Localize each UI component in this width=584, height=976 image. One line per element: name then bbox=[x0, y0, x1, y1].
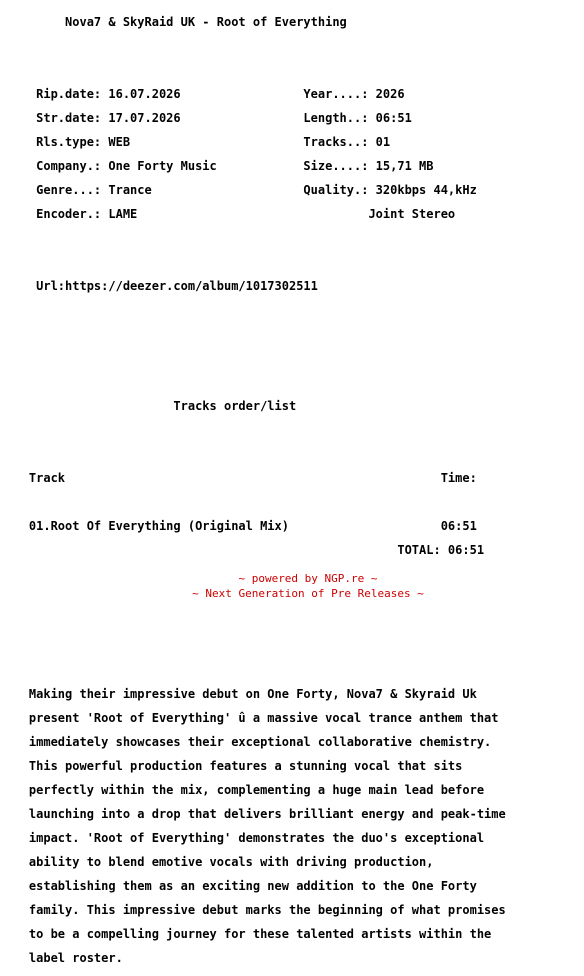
blank-line bbox=[0, 448, 506, 460]
info-company-size: Company.: One Forty Music Size....: 15,71 MB bbox=[0, 159, 434, 173]
description-line: family. This impressive debut marks the beginning of what promises bbox=[0, 903, 506, 917]
description-line: Making their impressive debut on One Forty, Nova7 & Skyraid Uk bbox=[0, 687, 477, 701]
description-line: ability to blend emotive vocals with driving production, bbox=[0, 855, 434, 869]
description-line: immediately showcases their exceptional collaborative chemistry. bbox=[0, 735, 492, 749]
info-type-tracks: Rls.type: WEB Tracks..: 01 bbox=[0, 135, 391, 149]
blank-line bbox=[0, 328, 506, 340]
blank-line bbox=[0, 664, 506, 676]
blank-line bbox=[0, 376, 506, 388]
description-line: impact. 'Root of Everything' demonstrates the duo's exceptional bbox=[0, 831, 485, 845]
blank-line bbox=[0, 616, 506, 628]
description-line: This powerful production features a stunning vocal that sits bbox=[0, 759, 463, 773]
blank-line bbox=[0, 40, 506, 52]
blank-line bbox=[0, 352, 506, 364]
footer-powered-by: ~ powered by NGP.re ~ bbox=[238, 572, 378, 585]
blank-line bbox=[0, 496, 506, 508]
tracklist-heading: Tracks order/list bbox=[0, 399, 297, 413]
track-row: 01.Root Of Everything (Original Mix) 06:51 bbox=[0, 519, 477, 533]
info-genre-quality: Genre...: Trance Quality.: 320kbps 44,kHz bbox=[0, 183, 477, 197]
footer-tagline: ~ Next Generation of Pre Releases ~ bbox=[192, 587, 424, 600]
release-url: Url:https://deezer.com/album/1017302511 bbox=[0, 279, 318, 293]
nfo-text-block bbox=[0, 16, 506, 976]
tracklist-header: Track Time: bbox=[0, 471, 477, 485]
blank-line bbox=[0, 424, 506, 436]
blank-line bbox=[0, 232, 506, 244]
description-line: to be a compelling journey for these talented artists within the bbox=[0, 927, 492, 941]
release-title: Nova7 & SkyRaid UK - Root of Everything bbox=[0, 15, 347, 29]
blank-line bbox=[0, 304, 506, 316]
blank-line bbox=[0, 64, 506, 76]
description-line: present 'Root of Everything' û a massive vocal trance anthem that bbox=[0, 711, 499, 725]
blank-line bbox=[0, 256, 506, 268]
description-line: launching into a drop that delivers brilliant energy and peak-time bbox=[0, 807, 506, 821]
info-str-date-length: Str.date: 17.07.2026 Length..: 06:51 bbox=[0, 111, 412, 125]
description-line: label roster. bbox=[0, 951, 123, 965]
description-line: establishing them as an exciting new addition to the One Forty bbox=[0, 879, 477, 893]
blank-line bbox=[0, 640, 506, 652]
info-rip-date-year: Rip.date: 16.07.2026 Year....: 2026 bbox=[0, 87, 405, 101]
tracklist-total: TOTAL: 06:51 bbox=[0, 543, 485, 557]
info-encoder-mode: Encoder.: LAME Joint Stereo bbox=[0, 207, 456, 221]
description-line: perfectly within the mix, complementing a huge main lead before bbox=[0, 783, 485, 797]
